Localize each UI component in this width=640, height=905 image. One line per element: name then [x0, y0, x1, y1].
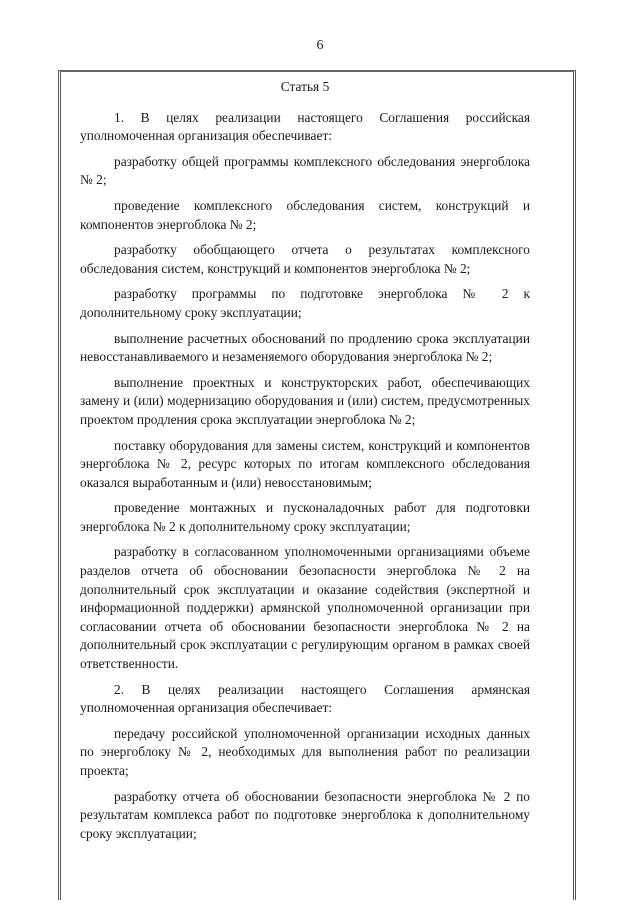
paragraph: разработку общей программы комплексного обследования энергоблока № 2;	[80, 153, 530, 188]
paragraph: выполнение проектных и конструкторских работ, обеспечивающих замену и (или) модернизацию оборудования и (или) систем, предусмотренных проектом продления срока эксплуатации энергоблока № 2;	[80, 374, 530, 427]
page-number: 6	[316, 38, 324, 53]
paragraph: 1. В целях реализации настоящего Соглашения российская уполномоченная организация обеспечивает:	[80, 109, 530, 144]
document-body	[80, 78, 530, 850]
paragraph: выполнение расчетных обоснований по продлению срока эксплуатации невосстанавливаемого и незаменяемого оборудования энергоблока № 2;	[80, 330, 530, 365]
article-heading: Статья 5	[280, 79, 330, 94]
paragraph: поставку оборудования для замены систем, конструкций и компонентов энергоблока № 2, ресурс которых по итогам комплексного обследования оказался выработанным и (или) невосстановимым;	[80, 437, 530, 490]
paragraph: 2. В целях реализации настоящего Соглашения армянская уполномоченная организация обеспечивает:	[80, 681, 530, 716]
paragraph: разработку отчета об обосновании безопасности энергоблока № 2 по результатам комплекса работ по подготовке энергоблока к дополнительному сроку эксплуатации;	[80, 788, 530, 841]
paragraph: разработку обобщающего отчета о результатах комплексного обследования систем, конструкций и компонентов энергоблока № 2;	[80, 242, 530, 276]
paragraph: проведение монтажных и пусконаладочных работ для подготовки энергоблока № 2 к дополнительному сроку эксплуатации;	[80, 500, 530, 534]
paragraph: проведение комплексного обследования систем, конструкций и компонентов энергоблока № 2;	[80, 197, 530, 232]
paragraph: разработку в согласованном уполномоченными организациями объеме разделов отчета об обосновании безопасности энергоблока № 2 на дополнительный срок эксплуатации и оказание содействия (экспертной и информационной поддержки) армянской уполномоченной организации при согласовании отчета об обосновании безопасности энергоблока № 2 на дополнительный срок эксплуатации с регулирующим органом в рамках своей ответственности.	[80, 544, 530, 672]
paragraph: передачу российской уполномоченной организации исходных данных по энергоблоку № 2, необходимых для выполнения работ по реализации проекта;	[80, 725, 530, 778]
paragraph: разработку программы по подготовке энергоблока № 2 к дополнительному сроку эксплуатации;	[80, 286, 530, 320]
